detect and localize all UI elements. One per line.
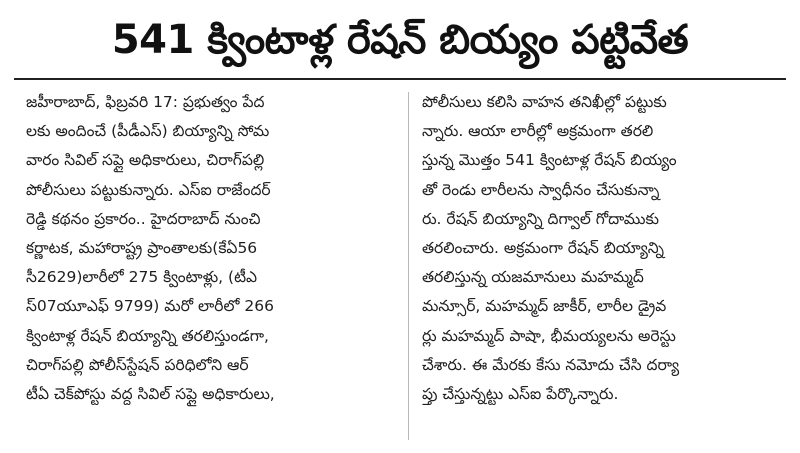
article-text-line: తరలించారు. అక్రమంగా రేషన్ బియ్యాన్ని (422, 238, 664, 257)
article-text-line: న్నారు. ఆయా లారీల్లో అక్రమంగా తరలి (422, 122, 654, 141)
article-text-line: టీఏ చెక్‌పోస్టు వద్ద సివిల్ సప్లై అధికారులు, (26, 384, 275, 403)
article-text-line: స్07యూఎఫ్ 9799) మరో లారీలో 266 (26, 297, 274, 316)
article-text-line: పోలీసులు కలిసి వాహన తనిఖీల్లో పట్టుకు (422, 93, 667, 111)
article-text-line: చిరాగ్‌పల్లి పోలీస్‌స్టేషన్ పరిధిలోని ఆర్ (26, 355, 249, 374)
article-text-line: క్వింటాళ్ల రేషన్ బియ్యాన్ని తరలిస్తుండగా, (26, 326, 269, 345)
article-column-left (26, 88, 401, 409)
article-text-line: రెడ్డి కథనం ప్రకారం.. హైదరాబాద్ నుంచి (26, 209, 261, 228)
article-text-line: ర్లు మహమ్మద్ పాషా, భీమయ్యలను అరెస్టు (422, 326, 676, 345)
headline-rule (14, 78, 786, 80)
article-text-line: తో రెండు లారీలను స్వాధీనం చేసుకున్నా (422, 180, 660, 199)
article-column-right (422, 88, 797, 409)
article-text-line: ప్తు చేస్తున్నట్టు ఎస్ఐ పేర్కొన్నారు. (422, 384, 619, 403)
article-text-line: కర్ణాటక, మహారాష్ట్ర ప్రాంతాలకు(కేఏ56 (26, 238, 258, 257)
article-text-line: వారం సివిల్ సప్లై అధికారులు, చిరాగ్‌పల్లి (26, 151, 265, 170)
article-headline: 541 క్వింటాళ్ల రేషన్ బియ్యం పట్టివేత (111, 17, 689, 63)
article-text-line: లకు అందించే (పీడీఎస్) బియ్యాన్ని సోమ (26, 122, 270, 141)
article-text-line: రు. రేషన్ బియ్యాన్ని దిగ్వాల్ గోదాముకు (422, 209, 659, 228)
article-text-line: సీ2629)లారీలో 275 క్వింటాళ్లు, (టీఎ (26, 268, 258, 287)
article-text-line: తరలిస్తున్న యజమానులు మహమ్మద్ (422, 268, 644, 287)
article-text-line: జహీరాబాద్, ఫిబ్రవరి 17: ప్రభుత్వం పేద (26, 93, 265, 111)
article-text-line: చేశారు. ఈ మేరకు కేసు నమోదు చేసి దర్యా (422, 355, 680, 374)
article-text-line: స్తున్న మొత్తం 541 క్వింటాళ్ల రేషన్ బియ్యం (422, 151, 677, 170)
column-divider (408, 92, 409, 440)
article-text-line: పోలీసులు పట్టుకున్నారు. ఎస్ఐ రాజేందర్ (26, 180, 271, 199)
article-text-line: మన్సూర్, మహమ్మద్ జాకీర్, లారీల డ్రైవ (422, 297, 667, 316)
